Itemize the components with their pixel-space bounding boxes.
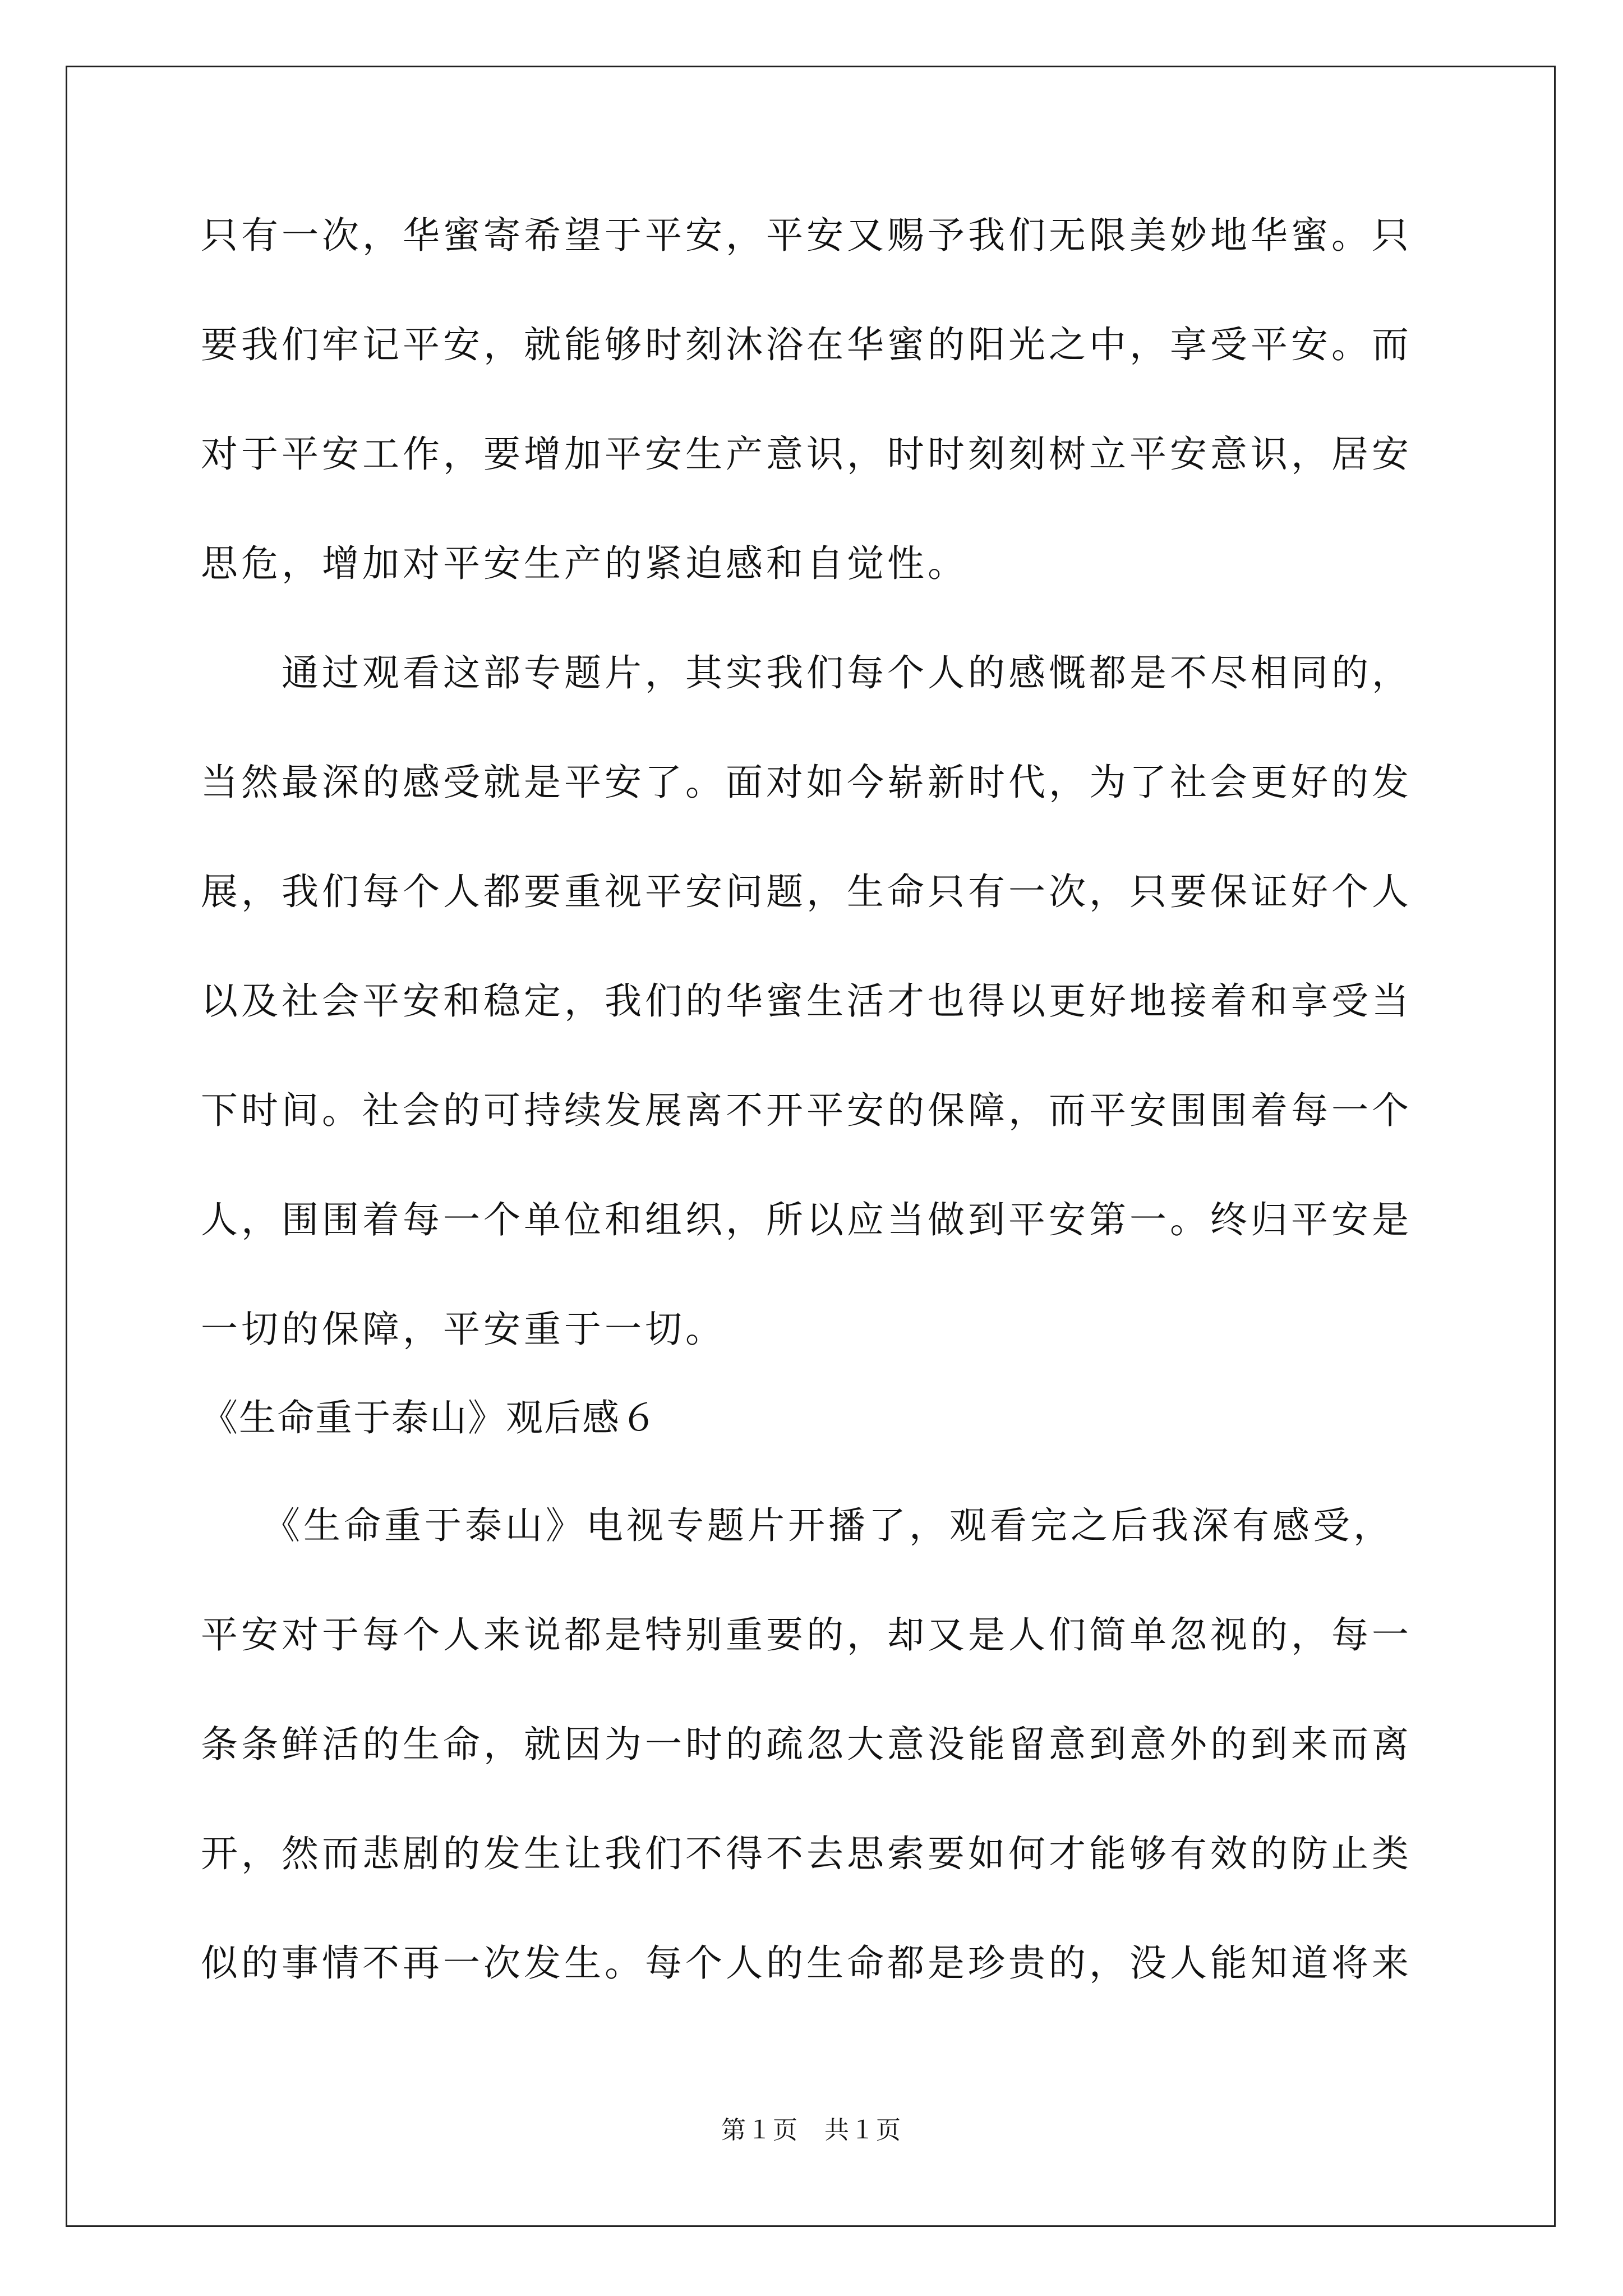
text-line: 展，我们每个人都要重视平安问题，生命只有一次，只要保证好个人 bbox=[201, 870, 1412, 913]
text-line: 开，然而悲剧的发生让我们不得不去思索要如何才能够有效的防止类 bbox=[201, 1832, 1412, 1875]
text-line: 对于平安工作，要增加平安生产意识，时时刻刻树立平安意识，居安 bbox=[201, 432, 1412, 476]
text-line: 平安对于每个人来说都是特别重要的，却又是人们简单忽视的，每一 bbox=[201, 1613, 1412, 1657]
text-line: 人，围围着每一个单位和组织，所以应当做到平安第一。终归平安是 bbox=[201, 1198, 1412, 1241]
text-line: 通过观看这部专题片，其实我们每个人的感慨都是不尽相同的， bbox=[201, 651, 1412, 694]
text-line: 似的事情不再一次发生。每个人的生命都是珍贵的，没人能知道将来 bbox=[201, 1941, 1412, 1985]
page-border bbox=[66, 66, 1556, 2227]
section-heading: 《生命重于泰山》观后感６ bbox=[201, 1396, 658, 1439]
text-line: 下时间。社会的可持续发展离不开平安的保障，而平安围围着每一个 bbox=[201, 1089, 1412, 1132]
text-line: 条条鲜活的生命，就因为一时的疏忽大意没能留意到意外的到来而离 bbox=[201, 1723, 1412, 1766]
text-line: 以及社会平安和稳定，我们的华蜜生活才也得以更好地接着和享受当 bbox=[201, 979, 1412, 1023]
text-line: 《生命重于泰山》电视专题片开播了，观看完之后我深有感受， bbox=[201, 1504, 1394, 1547]
text-line: 要我们牢记平安，就能够时刻沐浴在华蜜的阳光之中，享受平安。而 bbox=[201, 323, 1412, 366]
text-line: 只有一次，华蜜寄希望于平安，平安又赐予我们无限美妙地华蜜。只 bbox=[201, 214, 1412, 257]
text-line: 一切的保障，平安重于一切。 bbox=[201, 1308, 726, 1351]
text-line: 当然最深的感受就是平安了。面对如今崭新时代，为了社会更好的发 bbox=[201, 761, 1412, 804]
page-number-footer: 第１页 共１页 bbox=[721, 2116, 902, 2145]
text-line: 思危，增加对平安生产的紧迫感和自觉性。 bbox=[201, 542, 968, 585]
